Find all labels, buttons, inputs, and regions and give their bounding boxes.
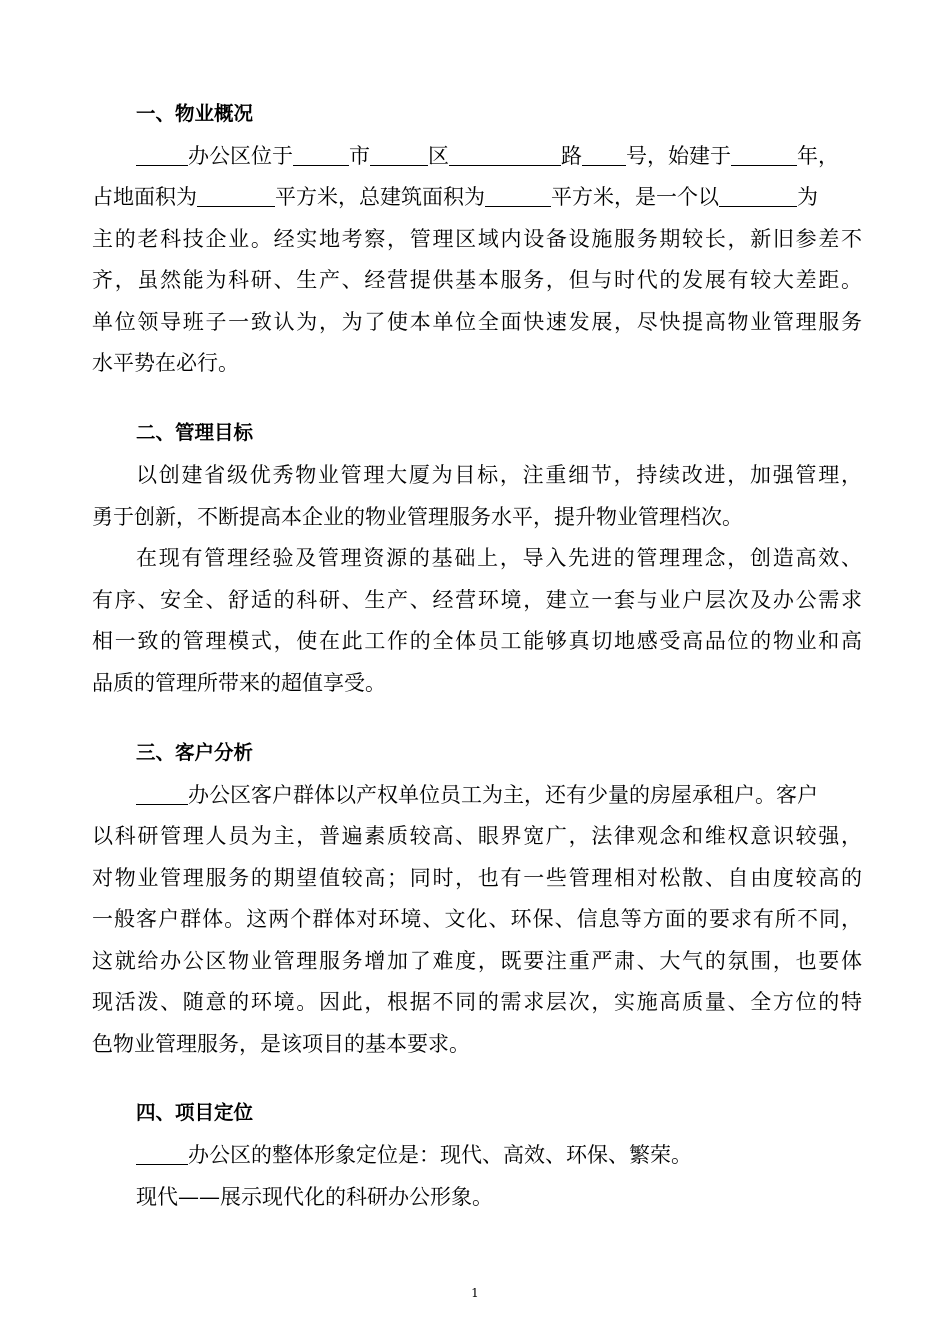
fill-in-blank xyxy=(485,186,551,207)
section-heading-1: 一、物业概况 xyxy=(136,102,254,125)
paragraph-line: 办公区位于 市 区 路 号，始建于 年， xyxy=(136,143,862,169)
paragraph-line: 办公区客户群体以产权单位员工为主，还有少量的房屋承租户。客户 xyxy=(136,782,862,808)
fill-in-blank xyxy=(136,145,188,166)
paragraph-line: 以创建省级优秀物业管理大厦为目标，注重细节，持续改进，加强管理， xyxy=(136,463,862,487)
paragraph-line: 勇于创新，不断提高本企业的物业管理服务水平，提升物业管理档次。 xyxy=(92,505,743,529)
paragraph-line: 色物业管理服务，是该项目的基本要求。 xyxy=(92,1032,470,1056)
page-number: 1 xyxy=(471,1286,479,1300)
paragraph-line: 有序、安全、舒适的科研、生产、经营环境，建立一套与业户层次及办公需求 xyxy=(92,588,862,612)
paragraph-line: 占地面积为 平方米，总建筑面积为 平方米，是一个以 为 xyxy=(92,185,818,209)
fill-in-blank xyxy=(719,186,797,207)
section-heading-2: 二、管理目标 xyxy=(136,421,254,444)
paragraph-line: 一般客户群体。这两个群体对环境、文化、环保、信息等方面的要求有所不同， xyxy=(92,907,862,931)
paragraph-line: 以科研管理人员为主，普遍素质较高、眼界宽广，法律观念和维权意识较强， xyxy=(92,824,862,848)
paragraph-line: 现代——展示现代化的科研办公形象。 xyxy=(136,1185,493,1209)
paragraph-line: 在现有管理经验及管理资源的基础上，导入先进的管理理念，创造高效、 xyxy=(136,546,862,570)
paragraph-line: 水平势在必行。 xyxy=(92,351,239,375)
paragraph-line: 相一致的管理模式，使在此工作的全体员工能够真切地感受高品位的物业和高 xyxy=(92,629,862,653)
paragraph-line: 对物业管理服务的期望值较高；同时，也有一些管理相对松散、自由度较高的 xyxy=(92,866,862,890)
section-heading-4: 四、项目定位 xyxy=(136,1101,254,1124)
fill-in-blank xyxy=(370,145,428,166)
fill-in-blank xyxy=(197,186,275,207)
paragraph-line: 现活泼、随意的环境。因此，根据不同的需求层次，实施高质量、全方位的特 xyxy=(92,990,862,1014)
section-heading-3: 三、客户分析 xyxy=(136,741,254,764)
fill-in-blank xyxy=(582,145,626,166)
fill-in-blank xyxy=(449,145,561,166)
paragraph-line: 主的老科技企业。经实地考察，管理区域内设备设施服务期较长，新旧参差不 xyxy=(92,227,862,251)
fill-in-blank xyxy=(731,145,797,166)
paragraph-line: 品质的管理所带来的超值享受。 xyxy=(92,671,386,695)
paragraph-line: 齐，虽然能为科研、生产、经营提供基本服务，但与时代的发展有较大差距。 xyxy=(92,268,862,292)
fill-in-blank xyxy=(136,1144,188,1165)
fill-in-blank xyxy=(293,145,349,166)
paragraph-line: 单位领导班子一致认为，为了使本单位全面快速发展，尽快提高物业管理服务 xyxy=(92,310,862,334)
paragraph-line: 这就给办公区物业管理服务增加了难度，既要注重严肃、大气的氛围，也要体 xyxy=(92,949,862,973)
paragraph-line: 办公区的整体形象定位是：现代、高效、环保、繁荣。 xyxy=(136,1142,862,1168)
fill-in-blank xyxy=(136,784,188,805)
